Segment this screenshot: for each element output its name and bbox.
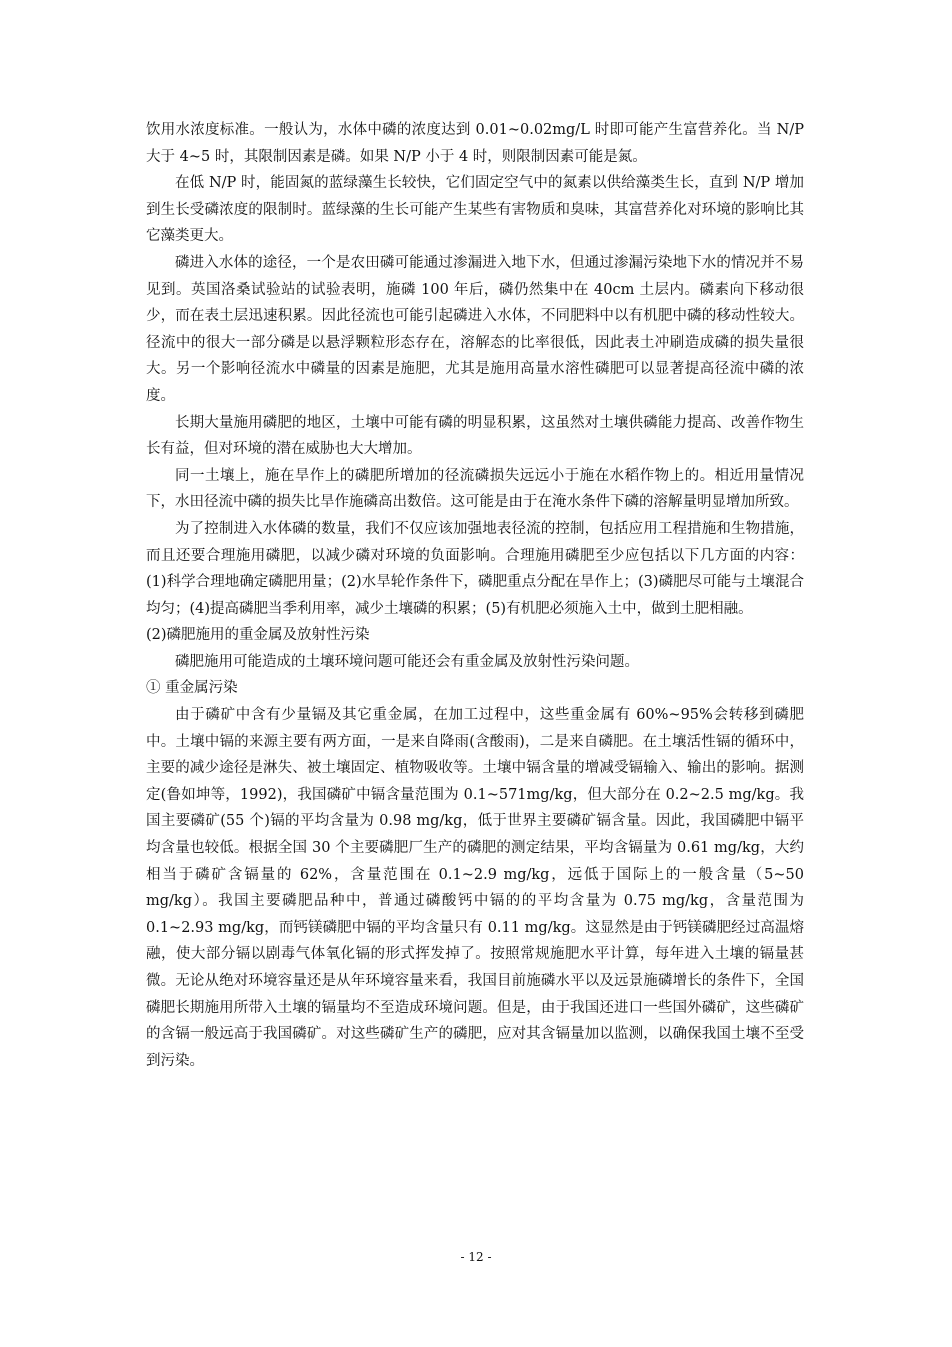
paragraph-7: 磷肥施用可能造成的土壤环境问题可能还会有重金属及放射性污染问题。 (175, 653, 639, 670)
page-number: - 12 - (460, 1250, 492, 1264)
section-heading: (2)磷肥施用的重金属及放射性污染 (146, 627, 370, 644)
paragraph-5: 为了控制进入水体磷的数量，我们不仅应该加强地表径流的控制，包括应用工程措施和生物措施，而且还要合理施用磷肥，以减少磷对环境的负面影响。合理施用磷肥至少应包括以下几方面的内容：(1)科学合理地确定磷肥用量；(2)水旱轮作条件下，磷肥重点分配在旱作上；(3)磷肥尽可能与土壤混合均匀；(4)提高磷肥当季利用率，减少土壤磷的积累；(5)有机肥必须施入土中，做到土肥相融。 (146, 520, 804, 617)
paragraph-3: 长期大量施用磷肥的地区，土壤中可能有磷的明显积累，这虽然对土壤供磷能力提高、改善作物生长有益，但对环境的潜在威胁也大大增加。 (146, 414, 804, 458)
subsection-heading: ① 重金属污染 (146, 680, 238, 697)
paragraph-4: 同一土壤上，施在旱作上的磷肥所增加的径流磷损失远远小于施在水稻作物上的。相近用量情况下，水田径流中磷的损失比旱作施磷高出数倍。这可能是由于在淹水条件下磷的溶解量明显增加所致。 (146, 467, 804, 511)
paragraph-9: 由于磷矿中含有少量镉及其它重金属，在加工过程中，这些重金属有 60%~95%会转移到磷肥中。土壤中镉的来源主要有两方面，一是来自降雨(含酸雨)，二是来自磷肥。在土壤活性镉的循环中，主要的减少途径是淋失、被土壤固定、植物吸收等。土壤中镉含量的增减受镉输入、输出的影响。据测定(鲁如坤等，1992)，我国磷矿中镉含量范围为 0.1~571mg/kg，但大部分在 0.2~2.5 mg/kg。我国主要磷矿(55 个)镉的平均含量为 0.98 mg/kg，低于世界主要磷矿镉含量。因此，我国磷肥中镉平均含量也较低。根据全国 30 个主要磷肥厂生产的磷肥的测定结果，平均含镉量为 0.61 mg/kg，大约相当于磷矿含镉量的 62%，含量范围在 0.1~2.9 mg/kg，远低于国际上的一般含量（5~50 mg/kg）。我国主要磷肥品种中，普通过磷酸钙中镉的的平均含量为 0.75 mg/kg，含量范围为 0.1~2.93 mg/kg，而钙镁磷肥中镉的平均含量只有 0.11 mg/kg。这显然是由于钙镁磷肥经过高温熔融，使大部分镉以剧毒气体氧化镉的形式挥发掉了。按照常规施肥水平计算，每年进入土壤的镉量甚微。无论从绝对环境容量还是从年环境容量来看，我国目前施磷水平以及远景施磷增长的条件下，全国磷肥长期施用所带入土壤的镉量均不至造成环境问题。但是，由于我国还进口一些国外磷矿，这些磷矿的含镉一般远高于我国磷矿。对这些磷矿生产的磷肥，应对其含镉量加以监测，以确保我国土壤不至受到污染。 (146, 707, 804, 1069)
paragraph-2: 磷进入水体的途径，一个是农田磷可能通过渗漏进入地下水，但通过渗漏污染地下水的情况并不易见到。英国洛桑试验站的试验表明，施磷 100 年后，磷仍然集中在 40cm 土层内。磷素向下移动很少，而在表土层迅速积累。因此径流也可能引起磷进入水体，不同肥料中以有机肥中磷的移动性较大。径流中的很大一部分磷是以悬浮颗粒形态存在，溶解态的比率很低，因此表土冲刷造成磷的损失量很大。另一个影响径流水中磷量的因素是施肥，尤其是施用高量水溶性磷肥可以显著提高径流中磷的浓度。 (146, 254, 804, 404)
body-text (146, 117, 804, 1074)
paragraph-1: 在低 N/P 时，能固氮的蓝绿藻生长较快，它们固定空气中的氮素以供给藻类生长，直到 N/P 增加到生长受磷浓度的限制时。蓝绿藻的生长可能产生某些有害物质和臭味，其富营养化对环境的影响比其它藻类更大。 (146, 175, 804, 245)
paragraph-0: 饮用水浓度标准。一般认为，水体中磷的浓度达到 0.01~0.02mg/L 时即可能产生富营养化。当 N/P 大于 4~5 时，其限制因素是磷。如果 N/P 小于 4 时，则限制因素可能是氮。 (146, 122, 804, 165)
